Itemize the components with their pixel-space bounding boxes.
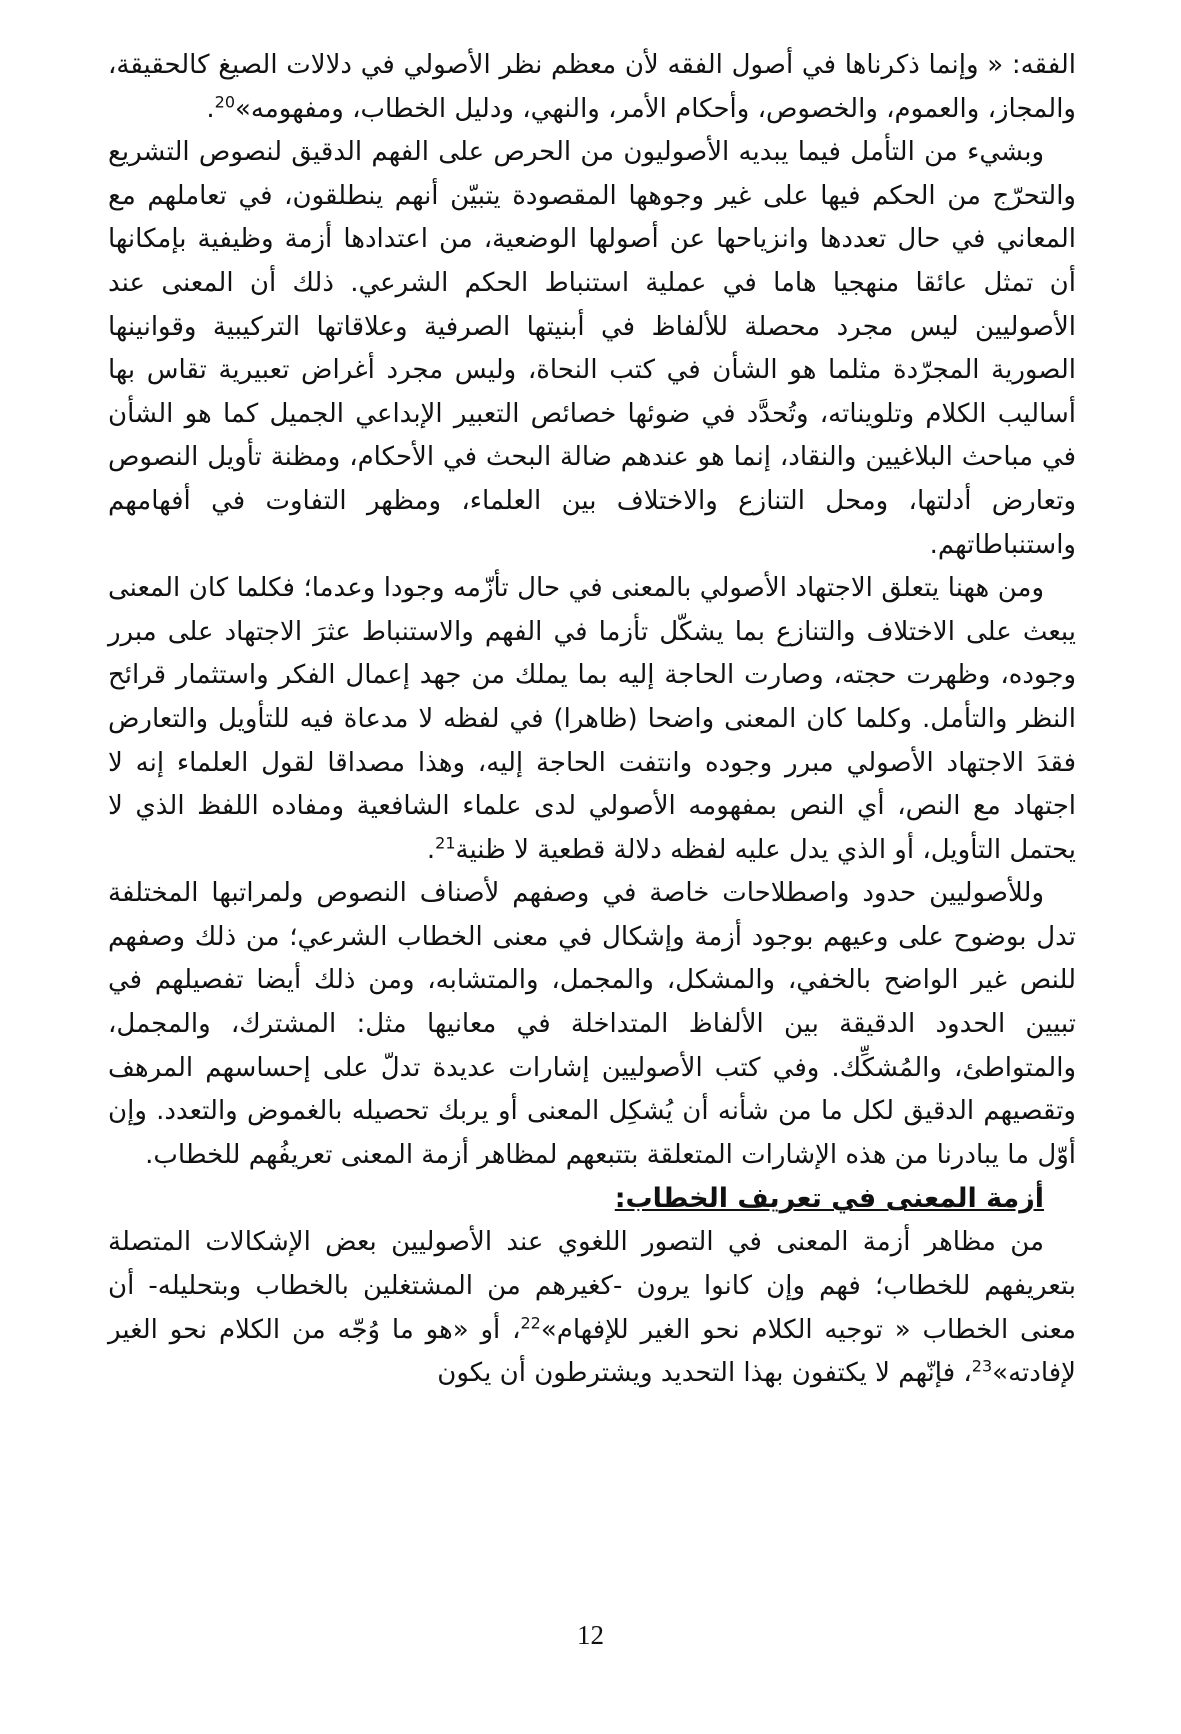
paragraph-1-end: .	[206, 93, 215, 124]
section-heading: أزمة المعنى في تعريف الخطاب:	[614, 1183, 1044, 1215]
paragraph-5-text-c: ، فإنّهم لا يكتفون بهذا التحديد ويشترطون أن يكون	[437, 1358, 972, 1389]
paragraph-5-text-a: من مظاهر أزمة المعنى في التصور اللغوي عند الأصوليين بعض الإشكالات المتصلة بتعريفهم للخطاب؛ فهم وإن كانوا يرون -كغيرهم من المشتغلين بالخطاب وبتحليله- أن معنى الخطاب « توجيه الكلام نحو الغير للإفهام»	[108, 1227, 1077, 1345]
paragraph-3-end: .	[426, 834, 436, 865]
footnote-ref-20[interactable]: 20	[214, 91, 235, 111]
paragraph-1	[108, 44, 1076, 131]
paragraph-5-text-b: ، أو «هو ما وُجّه من الكلام نحو الغير لإفادته»	[108, 1314, 1076, 1389]
document-page	[108, 44, 1076, 1604]
paragraph-2-text: وبشيء من التأمل فيما يبديه الأصوليون من الحرص على الفهم الدقيق لنصوص التشريع والتحرّج من الحكم فيها على غير وجوهها المقصودة يتبيّن أنهم ينطلقون، في تعاملهم مع المعاني في حال تعددها وانزياحها عن أصولها الوضعية، من اعتدادها أزمة وظيفية بإمكانها أن تمثل عائقا منهجيا هاما في عملية استنباط الحكم الشرعي. ذلك أن المعنى عند الأصوليين ليس مجرد محصلة للألفاظ في أبنيتها الصرفية وعلاقاتها التركيبية وقوانينها الصورية المجرّدة مثلما هو الشأن في كتب النحاة، وليس مجرد أغراض تعبيرية تقاس بها أساليب الكلام وتلويناته، وتُحدَّد في ضوئها خصائص التعبير الإبداعي الجميل كما هو الشأن في مباحث البلاغيين والنقاد، إنما هو عندهم ضالة البحث في الأحكام، ومظنة تأويل النصوص وتعارض أدلتها، ومحل التنازع والاختلاف بين العلماء، ومظهر التفاوت في أفهامهم واستنباطاتهم.	[108, 137, 1076, 560]
paragraph-5	[108, 1221, 1076, 1395]
paragraph-3-text: ومن ههنا يتعلق الاجتهاد الأصولي بالمعنى في حال تأزّمه وجودا وعدما؛ فكلما كان المعنى يبعث على الاختلاف والتنازع بما يشكّل تأزما في الفهم والاستنباط عثرَ الاجتهاد على مبرر وجوده، وظهرت حجته، وصارت الحاجة إليه بما يملك من جهد إعمال الفكر واستثمار قرائح النظر والتأمل. وكلما كان المعنى واضحا (ظاهرا) في لفظه لا مدعاة فيه للتأويل والتعارض فقدَ الاجتهاد الأصولي مبرر وجوده وانتفت الحاجة إليه، وهذا مصداقا لقول العلماء إنه لا اجتهاد مع النص، أي النص بمفهومه الأصولي لدى علماء الشافعية ومفاده اللفظ الذي لا يحتمل التأويل، أو الذي يدل عليه لفظه دلالة قطعية لا ظنية	[108, 573, 1076, 865]
page-number: 12	[577, 1620, 604, 1650]
paragraph-2	[108, 131, 1076, 567]
paragraph-4-text: وللأصوليين حدود واصطلاحات خاصة في وصفهم لأصناف النصوص ولمراتبها المختلفة تدل بوضوح على وعيهم بوجود أزمة وإشكال في معنى الخطاب الشرعي؛ من ذلك وصفهم للنص غير الواضح بالخفي، والمشكل، والمجمل، والمتشابه، ومن ذلك أيضا تفصيلهم في تبيين الحدود الدقيقة بين الألفاظ المتداخلة في معانيها مثل: المشترك، والمجمل، والمتواطئ، والمُشكِّك. وفي كتب الأصوليين إشارات عديدة تدلّ على إحساسهم المرهف وتقصيهم الدقيق لكل ما من شأنه أن يُشكِل المعنى أو يربك تحصيله بالغموض والتعدد. وإن أوّل ما يبادرنا من هذه الإشارات المتعلقة بتتبعهم لمظاهر أزمة المعنى تعريفُهم للخطاب.	[108, 878, 1076, 1170]
footnote-ref-21[interactable]: 21	[435, 833, 456, 853]
paragraph-4	[108, 872, 1076, 1177]
paragraph-3	[108, 567, 1076, 872]
paragraph-1-text: الفقه: « وإنما ذكرناها في أصول الفقه لأن معظم نظر الأصولي في دلالات الصيغ كالحقيقة، والمجاز، والعموم، والخصوص، وأحكام الأمر، والنهي، ودليل الخطاب، ومفهومه»	[108, 50, 1076, 124]
footnote-ref-23[interactable]: 23	[971, 1356, 993, 1376]
footnote-ref-22[interactable]: 22	[520, 1312, 541, 1332]
